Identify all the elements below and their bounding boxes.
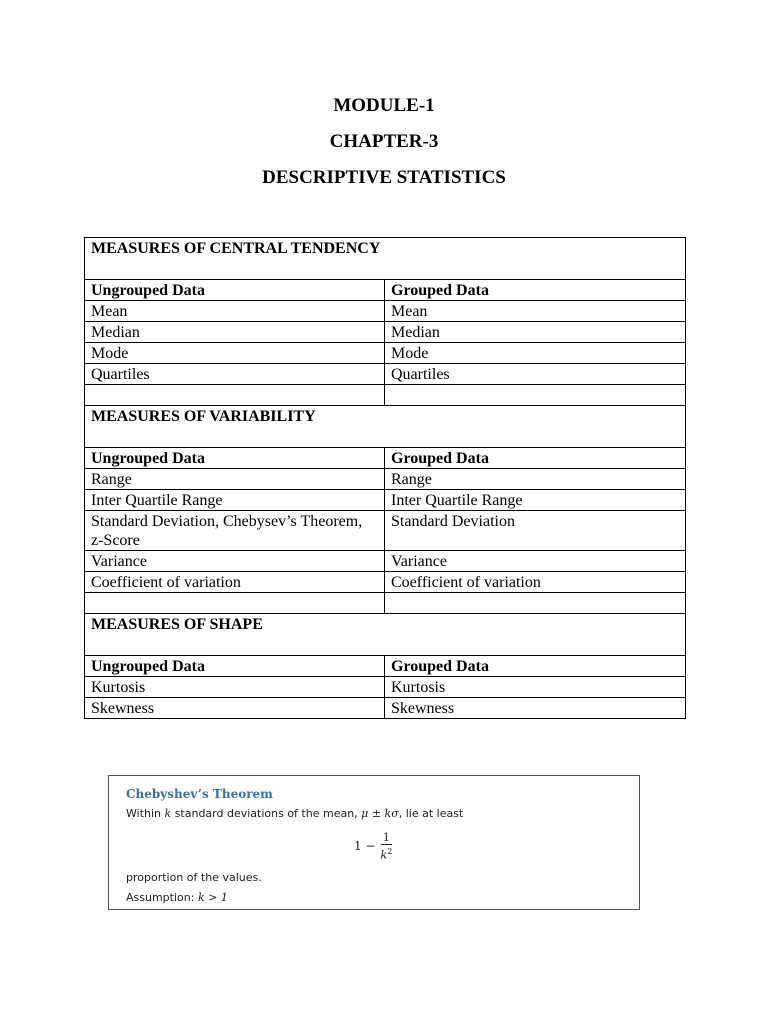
page-title: DESCRIPTIVE STATISTICS [262, 167, 506, 188]
table-cell: Coefficient of variation [85, 572, 385, 593]
table-row [85, 301, 686, 322]
denominator-base: k [380, 848, 388, 862]
statement-prefix: Within [126, 807, 162, 820]
empty-cell [85, 593, 385, 614]
table-row [85, 322, 686, 343]
variable-k: k [164, 807, 172, 820]
empty-row [85, 593, 686, 614]
table-cell: Range [385, 469, 686, 490]
section-heading: MEASURES OF SHAPE [85, 614, 686, 656]
assumption-expression: k > 1 [197, 891, 228, 904]
table-cell: Inter Quartile Range [385, 490, 686, 511]
column-header-row [85, 448, 686, 469]
table-cell: Range [85, 469, 385, 490]
table-cell: Coefficient of variation [385, 572, 686, 593]
table-row [85, 677, 686, 698]
table-cell: Mean [85, 301, 385, 322]
table-cell: Quartiles [385, 364, 686, 385]
denominator-exponent: 2 [387, 847, 393, 856]
table-row [85, 343, 686, 364]
column-header-ungrouped: Ungrouped Data [85, 280, 385, 301]
section-heading-row [85, 238, 686, 280]
table-cell: Kurtosis [85, 677, 385, 698]
table-cell: Kurtosis [385, 677, 686, 698]
fraction-denominator [381, 845, 393, 862]
fraction-numerator: 1 [382, 831, 390, 844]
table-row [85, 551, 686, 572]
table-row [85, 698, 686, 719]
section-heading-row [85, 614, 686, 656]
column-header-grouped: Grouped Data [385, 448, 686, 469]
table-cell: Variance [385, 551, 686, 572]
table-row [85, 511, 686, 551]
module-heading: MODULE-1 [333, 95, 435, 116]
empty-cell [385, 385, 686, 406]
theorem-assumption [126, 891, 228, 904]
column-header-ungrouped: Ungrouped Data [85, 656, 385, 677]
table-cell: Quartiles [85, 364, 385, 385]
table-row [85, 364, 686, 385]
table-cell: Standard Deviation [385, 511, 686, 551]
column-header-row [85, 280, 686, 301]
empty-cell [385, 593, 686, 614]
column-header-ungrouped: Ungrouped Data [85, 448, 385, 469]
statement-suffix: , lie at least [398, 807, 464, 820]
formula-fraction [381, 831, 393, 862]
table-row [85, 490, 686, 511]
column-header-grouped: Grouped Data [385, 280, 686, 301]
table-cell: Median [85, 322, 385, 343]
statistics-topics-table [84, 237, 686, 719]
table-cell: Mode [385, 343, 686, 364]
table-cell: Mode [85, 343, 385, 364]
assumption-label: Assumption: [126, 891, 195, 904]
section-heading: MEASURES OF VARIABILITY [85, 406, 686, 448]
chebyshev-theorem-box [108, 775, 640, 910]
theorem-formula [354, 831, 392, 862]
empty-cell [85, 385, 385, 406]
section-heading-row [85, 406, 686, 448]
empty-row [85, 385, 686, 406]
table-cell: Skewness [85, 698, 385, 719]
table-row [85, 469, 686, 490]
table-cell: Variance [85, 551, 385, 572]
chapter-heading: CHAPTER-3 [329, 131, 439, 152]
mean-range-expression: μ ± kσ [361, 807, 399, 820]
formula-left: 1 − [354, 839, 376, 854]
table-cell: Median [385, 322, 686, 343]
column-header-row [85, 656, 686, 677]
table-cell: Mean [385, 301, 686, 322]
table-cell: Standard Deviation, Chebysev’s Theorem, z-Score [85, 511, 385, 551]
theorem-statement [126, 807, 463, 820]
theorem-conclusion: proportion of the values. [126, 871, 262, 884]
column-header-grouped: Grouped Data [385, 656, 686, 677]
table-row [85, 572, 686, 593]
theorem-title: Chebyshev’s Theorem [126, 787, 273, 801]
section-heading: MEASURES OF CENTRAL TENDENCY [85, 238, 686, 280]
table-cell: Inter Quartile Range [85, 490, 385, 511]
statement-middle: standard deviations of the mean, [174, 807, 358, 820]
table-cell: Skewness [385, 698, 686, 719]
